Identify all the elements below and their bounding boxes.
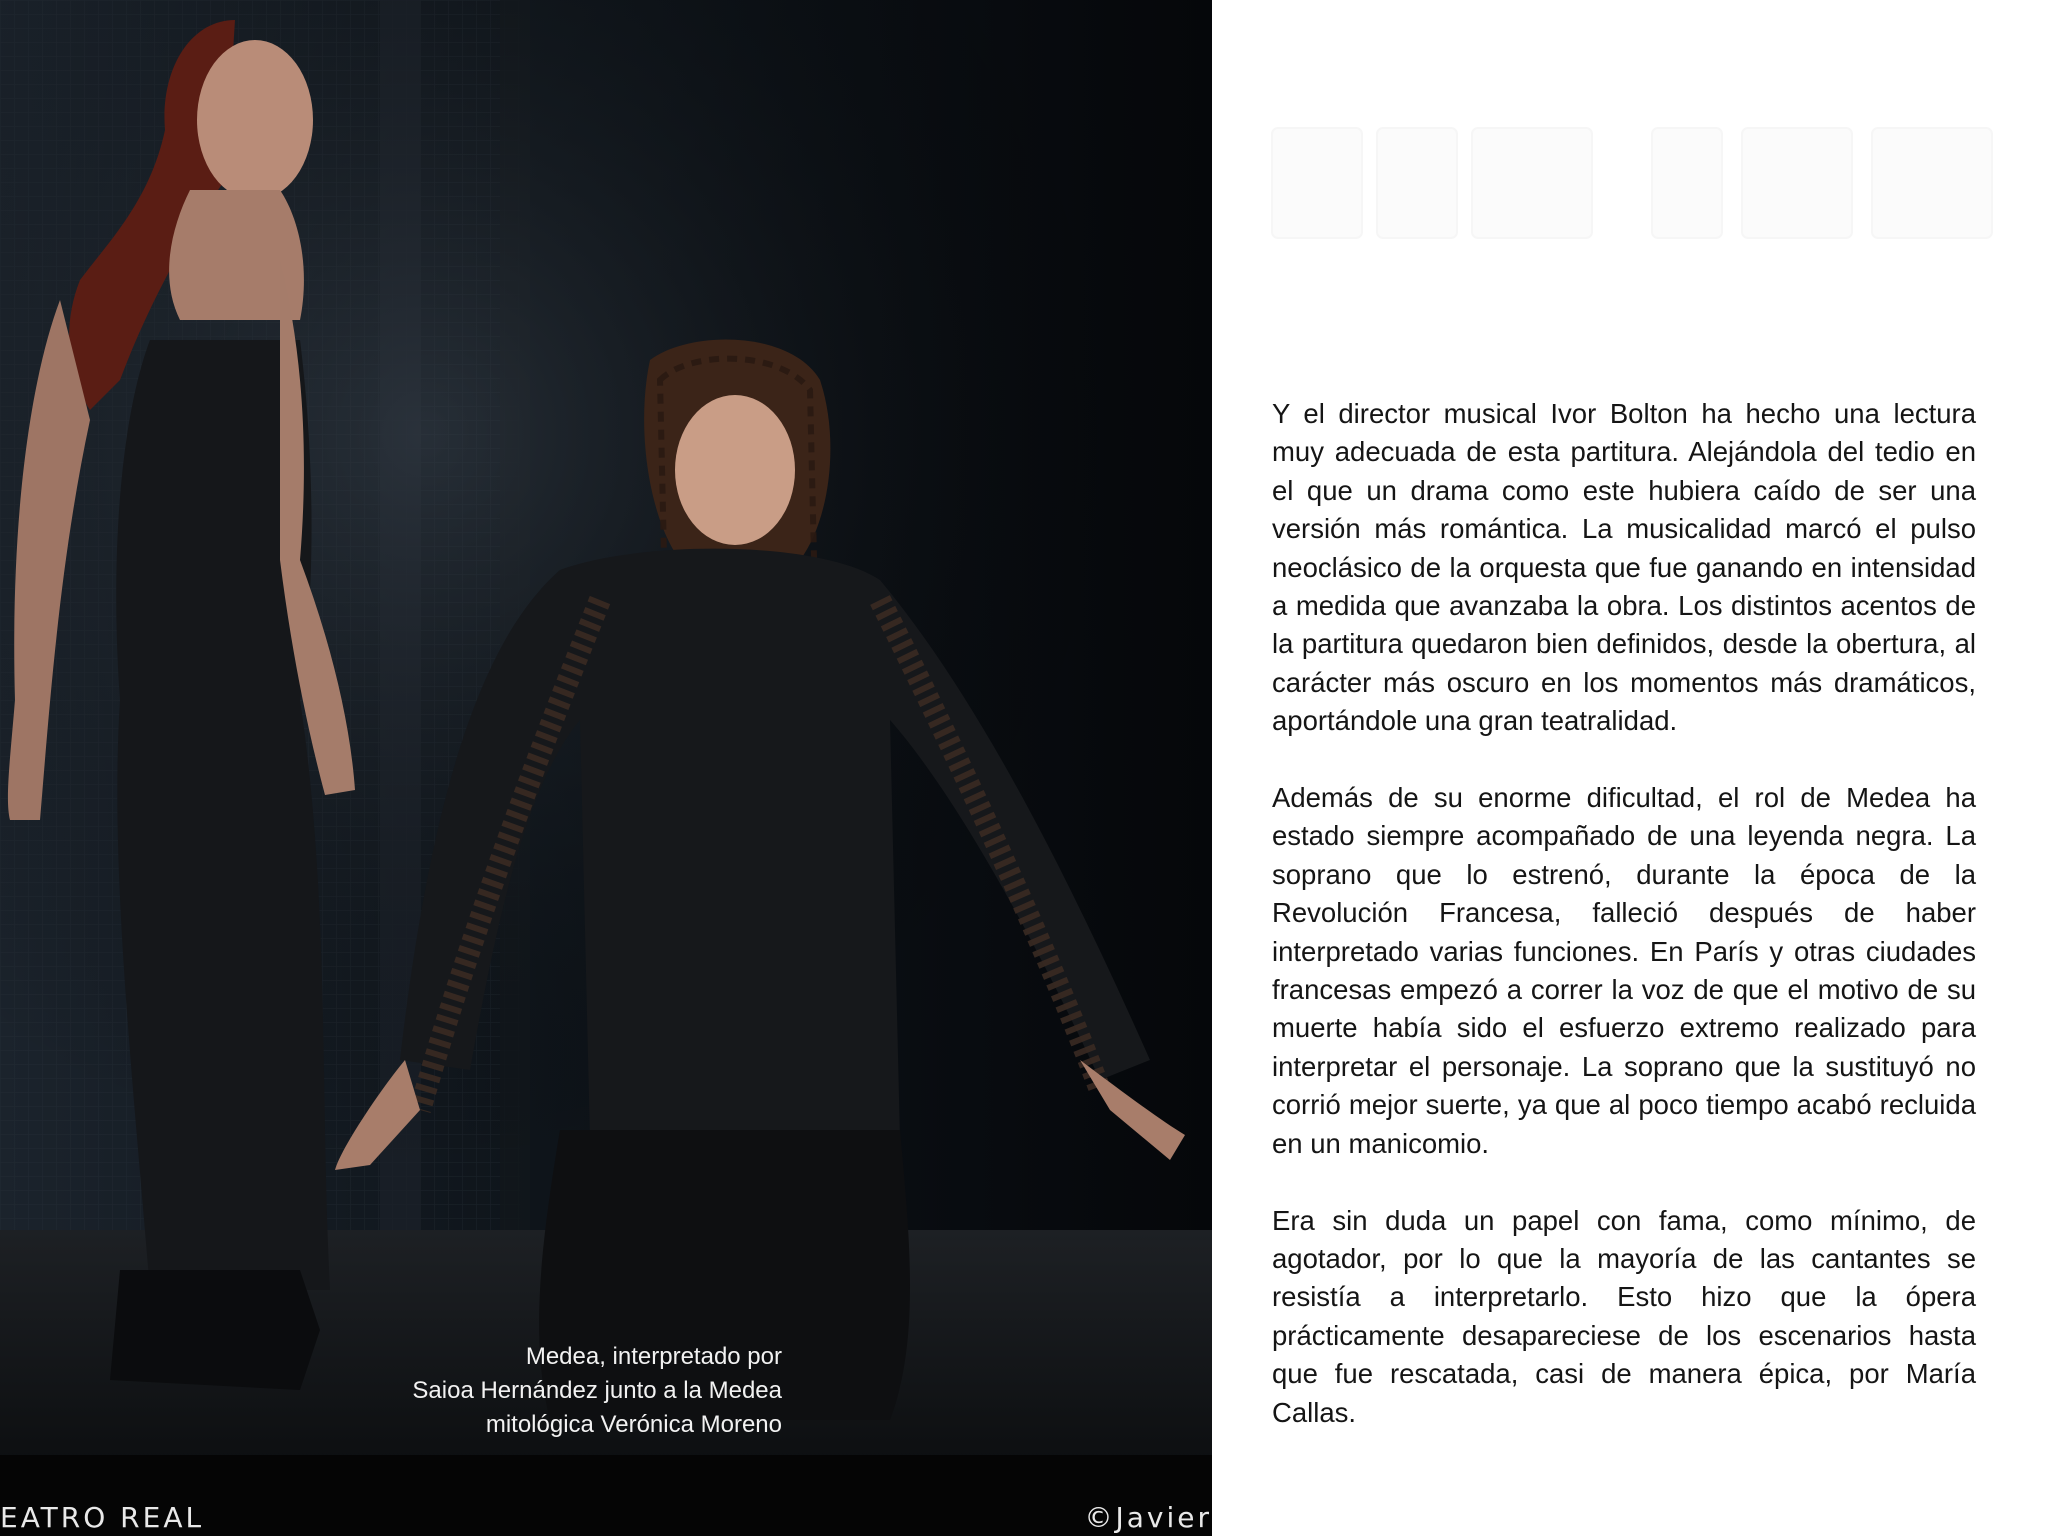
faint-heading-decoration (1262, 118, 2002, 248)
caption-line: Saioa Hernández junto a la Medea (412, 1377, 782, 1404)
article-body (1272, 395, 1976, 1470)
article-paragraph: Era sin duda un papel con fama, como mínimo, de agotador, por lo que la mayoría de las cantantes se resistía a interpretarlo. Esto hizo que la ópera prácticamente desapareciese de los escenarios hasta que fue rescatada, casi de manera épica, por María Callas. (1272, 1204, 1976, 1428)
watermark-theatre: EATRO REAL (0, 1501, 205, 1534)
caption-line: Medea, interpretado por (525, 1343, 782, 1370)
photo-caption (262, 1340, 782, 1442)
watermark-photographer: ©Javier (1084, 1501, 1212, 1534)
article-paragraph: Y el director musical Ivor Bolton ha hecho una lectura muy adecuada de esta partitura. Alejándola del tedio en el que un drama como este hubiera caído de ser una versión más romántica. La musicalidad marcó el pulso neoclásico de la orquesta que fue ganando en intensidad a medida que avanzaba la obra. Los distintos acentos de la partitura quedaron bien definidos, desde la obertura, al carácter más oscuro en los momentos más dramáticos, aportándole una gran teatralidad. (1272, 398, 1976, 737)
article-paragraph: Además de su enorme dificultad, el rol de Medea ha estado siempre acompañado de una leyenda negra. La soprano que lo estrenó, durante la época de la Revolución Francesa, falleció después de haber interpretado varias funciones. En París y otras ciudades francesas empezó a correr la voz de que el motivo de su muerte había sido el esfuerzo extremo realizado para interpretar el personaje. La soprano que la sustituyó no corrió mejor suerte, ya que al poco tiempo acabó recluida en un manicomio. (1272, 782, 1976, 1159)
caption-line: mitológica Verónica Moreno (485, 1411, 782, 1438)
